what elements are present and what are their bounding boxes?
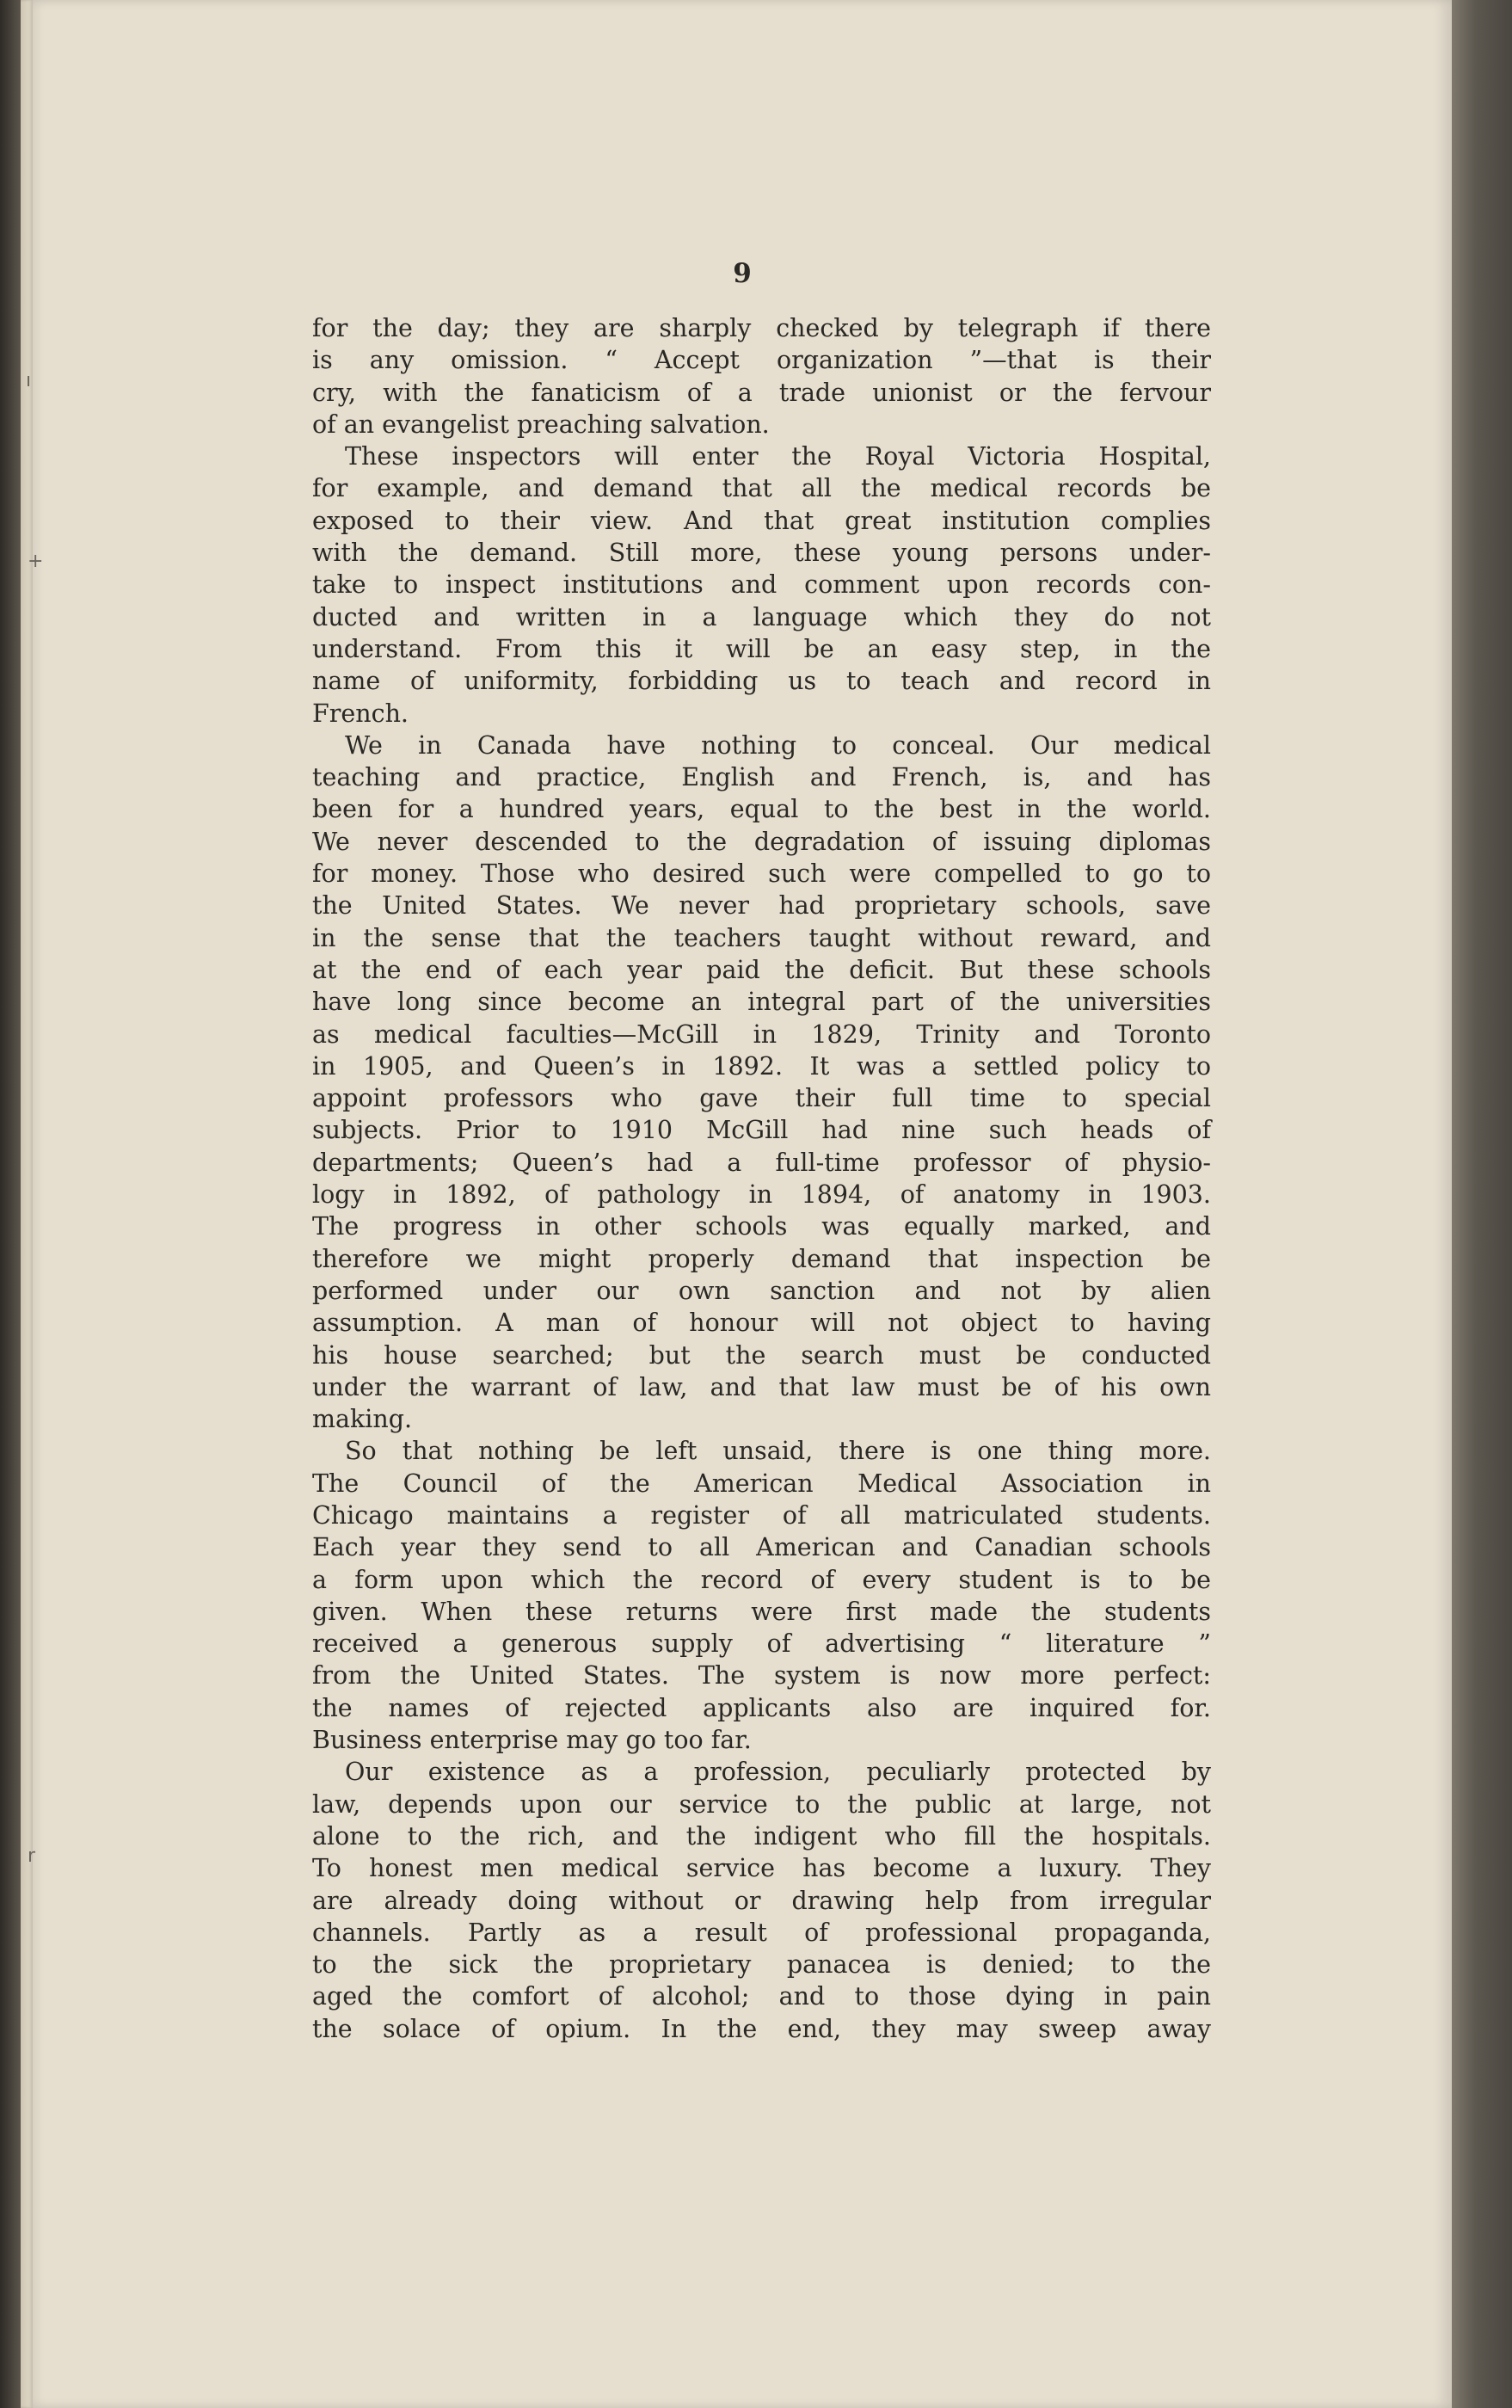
text-line-content: exposed to their view. And that great institution complies	[312, 506, 1211, 535]
text-line-content: making.	[312, 1405, 413, 1434]
text-line	[312, 1307, 1211, 1339]
text-line	[312, 505, 1211, 537]
text-line-content: The progress in other schools was equally marked, and	[312, 1212, 1211, 1241]
text-line-content: given. When these returns were first made the students	[312, 1597, 1211, 1626]
text-line	[312, 698, 1211, 730]
text-line	[312, 1980, 1211, 2012]
text-line	[312, 1917, 1211, 1949]
text-line-content: for the day; they are sharply checked by telegraph if there	[312, 314, 1211, 342]
text-line-content: for money. Those who desired such were compelled to go to	[312, 859, 1211, 889]
text-line-content: aged the comfort of alcohol; and to those dying in pain	[312, 1982, 1211, 2011]
text-line	[312, 1756, 1211, 1788]
text-line-content: to the sick the proprietary panacea is denied; to the	[312, 1950, 1211, 1980]
text-line	[312, 569, 1211, 600]
text-line	[312, 601, 1211, 633]
scan-background	[1452, 0, 1512, 2408]
text-line	[312, 1210, 1211, 1242]
page-left-edge	[21, 0, 36, 2408]
text-line	[312, 1468, 1211, 1500]
text-line	[312, 633, 1211, 665]
text-line	[312, 761, 1211, 793]
book-binding-edge	[0, 0, 21, 2408]
text-line	[312, 1596, 1211, 1628]
text-line-content: cry, with the fanaticism of a trade unionist or the fervour	[312, 378, 1211, 407]
text-line	[312, 954, 1211, 986]
margin-mark: ı	[26, 370, 32, 391]
text-line-content: therefore we might properly demand that inspection be	[312, 1244, 1211, 1273]
text-line-content: name of uniformity, forbidding us to teach and record in	[312, 667, 1211, 696]
text-line-content: at the end of each year paid the deficit. But these schools	[312, 955, 1211, 984]
text-line	[312, 1820, 1211, 1852]
book-page	[26, 0, 1452, 2408]
text-line	[312, 730, 1211, 761]
text-line-content: We in Canada have nothing to conceal. Our medical	[345, 730, 1211, 760]
text-line-content: have long since become an integral part of the universities	[312, 988, 1211, 1017]
text-line-content: received a generous supply of advertising “ literature ”	[312, 1629, 1211, 1659]
text-line	[312, 1050, 1211, 1082]
text-line	[312, 858, 1211, 890]
text-line	[312, 1339, 1211, 1371]
text-line	[312, 2013, 1211, 2045]
text-line	[312, 1114, 1211, 1146]
text-line-content: These inspectors will enter the Royal Victoria Hospital,	[345, 442, 1211, 471]
text-line-content: from the United States. The system is now more perfect:	[312, 1661, 1211, 1691]
text-line-content: as medical faculties—McGill in 1829, Trinity and Toronto	[312, 1019, 1211, 1049]
text-line	[312, 1275, 1211, 1307]
text-line-content: assumption. A man of honour will not object to having	[312, 1309, 1211, 1338]
text-line	[312, 1531, 1211, 1563]
text-line-content: ducted and written in a language which they do not	[312, 602, 1211, 631]
text-line	[312, 1403, 1211, 1435]
text-line-content: in 1905, and Queen’s in 1892. It was a settled policy to	[312, 1051, 1211, 1081]
text-line-content: the names of rejected applicants also are inquired for.	[312, 1693, 1211, 1722]
text-line	[312, 890, 1211, 921]
text-line-content: We never descended to the degradation of issuing diplomas	[312, 827, 1211, 856]
text-line-content: performed under our own sanction and not by alien	[312, 1276, 1211, 1305]
text-line	[312, 537, 1211, 569]
text-line-content: understand. From this it will be an easy step, in the	[312, 634, 1211, 663]
text-line-content: is any omission. “ Accept organization ”—that is their	[312, 346, 1211, 375]
page-number: 9	[733, 258, 752, 289]
text-line	[312, 1885, 1211, 1917]
text-line-content: of an evangelist preaching salvation.	[312, 410, 770, 439]
text-line-content: a form upon which the record of every student is to be	[312, 1565, 1211, 1594]
text-line	[312, 1243, 1211, 1275]
text-line-content: logy in 1892, of pathology in 1894, of anatomy in 1903.	[312, 1180, 1211, 1210]
text-line	[312, 986, 1211, 1018]
text-line-content: Chicago maintains a register of all matriculated students.	[312, 1500, 1211, 1530]
text-line-content: take to inspect institutions and comment upon records con-	[312, 570, 1211, 600]
body-text	[312, 312, 1211, 2045]
text-line-content: been for a hundred years, equal to the best in the world.	[312, 795, 1211, 824]
text-line	[312, 1628, 1211, 1660]
text-line	[312, 1500, 1211, 1531]
text-line	[312, 826, 1211, 858]
text-line-content: alone to the rich, and the indigent who fill the hospitals.	[312, 1821, 1211, 1851]
text-line-content: his house searched; but the search must be conducted	[312, 1340, 1211, 1370]
text-line-content: departments; Queen’s had a full-time professor of physio-	[312, 1148, 1211, 1177]
text-line	[312, 1082, 1211, 1114]
text-line	[312, 1147, 1211, 1179]
text-line-content: appoint professors who gave their full time to special	[312, 1084, 1211, 1113]
text-line-content: for example, and demand that all the medical records be	[312, 474, 1211, 503]
margin-mark: +	[28, 551, 44, 572]
text-line	[312, 440, 1211, 472]
text-line	[312, 1949, 1211, 1980]
text-line	[312, 1435, 1211, 1467]
text-line-content: channels. Partly as a result of professional propaganda,	[312, 1918, 1211, 1947]
text-line-content: French.	[312, 699, 409, 728]
text-line	[312, 472, 1211, 504]
text-line-content: The Council of the American Medical Association in	[312, 1469, 1211, 1498]
margin-mark: r	[28, 1845, 36, 1867]
text-line-content: subjects. Prior to 1910 McGill had nine such heads of	[312, 1116, 1211, 1145]
text-line-content: teaching and practice, English and French, is, and has	[312, 763, 1211, 792]
text-line-content: law, depends upon our service to the public at large, not	[312, 1789, 1211, 1819]
text-line	[312, 1789, 1211, 1820]
text-line-content: under the warrant of law, and that law must be of his own	[312, 1372, 1211, 1401]
text-line-content: Each year they send to all American and Canadian schools	[312, 1533, 1211, 1562]
text-line	[312, 409, 1211, 440]
text-line	[312, 1692, 1211, 1724]
text-line	[312, 1564, 1211, 1596]
text-line	[312, 793, 1211, 825]
text-line-content: Our existence as a profession, peculiarly protected by	[345, 1758, 1211, 1787]
text-line	[312, 1724, 1211, 1756]
text-line-content: Business enterprise may go too far.	[312, 1726, 752, 1755]
text-line-content: are already doing without or drawing help from irregular	[312, 1886, 1211, 1915]
text-line-content: So that nothing be left unsaid, there is one thing more.	[345, 1437, 1211, 1466]
text-line-content: in the sense that the teachers taught without reward, and	[312, 923, 1211, 952]
text-line	[312, 344, 1211, 376]
text-line-content: with the demand. Still more, these young persons under-	[312, 539, 1211, 568]
text-line-content: the solace of opium. In the end, they may sweep away	[312, 2014, 1211, 2043]
text-line	[312, 377, 1211, 409]
text-line	[312, 922, 1211, 954]
text-line	[312, 1179, 1211, 1210]
text-line	[312, 1852, 1211, 1884]
text-line-content: To honest men medical service has become a luxury. They	[312, 1854, 1211, 1883]
text-line	[312, 665, 1211, 697]
text-line-content: the United States. We never had proprietary schools, save	[312, 891, 1211, 921]
text-line	[312, 312, 1211, 344]
text-line	[312, 1371, 1211, 1403]
text-line	[312, 1660, 1211, 1691]
text-line	[312, 1019, 1211, 1050]
